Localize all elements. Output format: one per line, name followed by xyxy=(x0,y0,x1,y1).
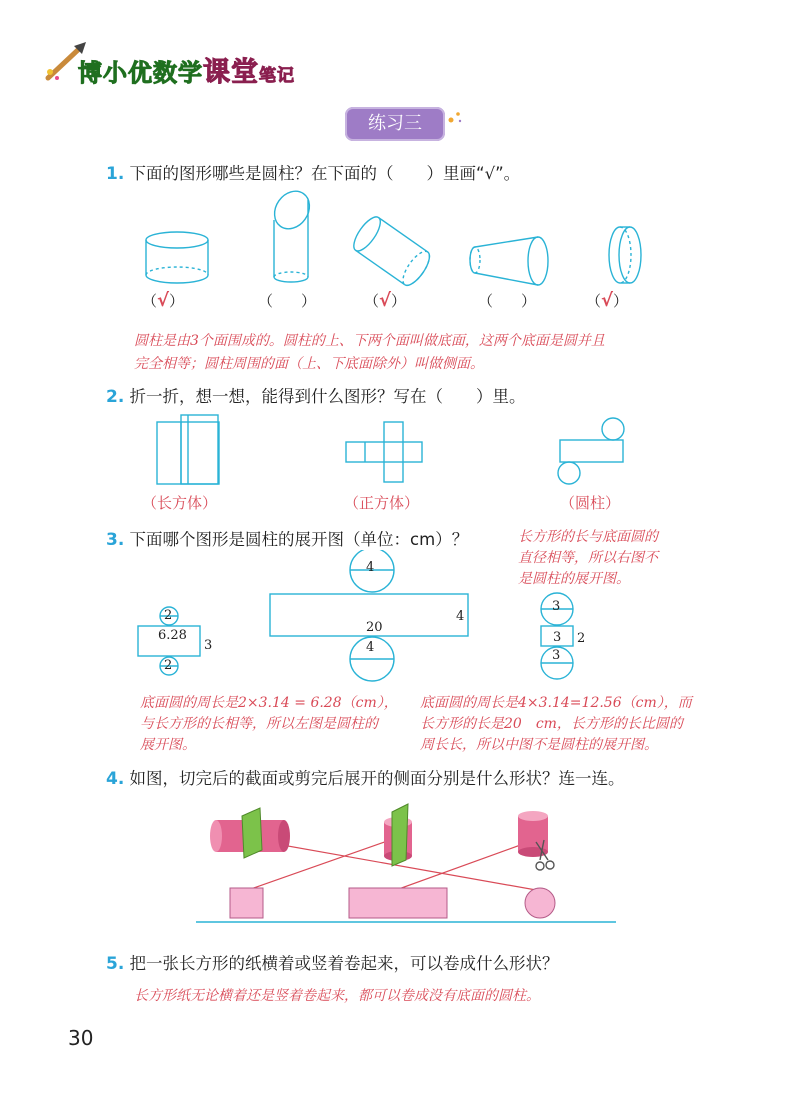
cylinder-vertical-cut xyxy=(384,804,412,866)
q5-answer: 长方形纸无论横着还是竖着卷起来，都可以卷成没有底面的圆柱。 xyxy=(134,988,540,1004)
q1-answer-2[interactable]: （ ） xyxy=(258,292,317,310)
q2-nets xyxy=(150,412,640,492)
brand-tang: 堂 xyxy=(231,57,259,88)
q3-right-bottom: 3 xyxy=(552,648,561,663)
brand-ke: 课 xyxy=(203,57,231,88)
cylinder-horizontal-cut xyxy=(210,808,290,858)
question-text: 下面哪个图形是圆柱的展开图（单位：cm）？ xyxy=(129,530,469,549)
brand-biji: 笔记 xyxy=(259,66,295,86)
q3-note-left: 底面圆的周长是2×3.14 = 6.28（cm）， 与长方形的长相等，所以左图是圆柱的 展开图。 xyxy=(140,695,398,753)
question-number: 5. xyxy=(106,954,125,974)
net-cube xyxy=(346,422,422,482)
shape-tilted-cylinder xyxy=(349,213,434,289)
check-mark: √ xyxy=(601,290,614,311)
question-5 xyxy=(106,950,559,974)
q3-right-top: 3 xyxy=(552,599,561,614)
shape-square xyxy=(230,888,263,918)
q3-mid-top: 4 xyxy=(366,560,375,575)
q3-left-side: 3 xyxy=(204,638,213,653)
page-number: 30 xyxy=(68,1026,94,1050)
section-title: 练习三 xyxy=(345,107,445,141)
check-mark: √ xyxy=(157,290,170,311)
q2-answer-1: （长方体） xyxy=(142,494,218,512)
q3-side-note: 长方形的长与底面圆的 直径相等，所以右图不 是圆柱的展开图。 xyxy=(518,529,658,587)
brand-name: 博小优数学 xyxy=(78,59,203,87)
question-text: 把一张长方形的纸横着或竖着卷起来，可以卷成什么形状？ xyxy=(129,954,559,973)
question-number: 3. xyxy=(106,530,125,550)
question-1 xyxy=(106,160,520,184)
check-mark: √ xyxy=(379,290,392,311)
question-number: 1. xyxy=(106,164,125,184)
q1-answer-4[interactable]: （ ） xyxy=(478,292,537,310)
brand-header xyxy=(42,42,312,88)
question-4 xyxy=(106,765,625,789)
shape-rectangle xyxy=(349,888,447,918)
question-text: 如图，切完后的截面或剪完后展开的侧面分别是什么形状？连一连。 xyxy=(129,769,625,788)
q3-left-bottom: 2 xyxy=(164,658,173,673)
question-2 xyxy=(106,383,526,407)
q1-note-line2: 完全相等；圆柱周围的面（上、下底面除外）叫做侧面。 xyxy=(134,356,484,372)
match-line-3 xyxy=(396,843,526,890)
shape-cylinder-1 xyxy=(146,232,208,283)
question-number: 2. xyxy=(106,387,125,407)
brand-title xyxy=(78,50,295,89)
q3-left-rect: 6.28 xyxy=(158,628,187,643)
q3-mid-side: 4 xyxy=(456,609,465,624)
q3-mid-bottom: 4 xyxy=(366,640,375,655)
shape-frustum xyxy=(470,237,548,285)
q1-note-line1: 圆柱是由3个面围成的。圆柱的上、下两个面叫做底面，这两个底面是圆并且 xyxy=(134,333,605,349)
shape-circle xyxy=(525,888,555,918)
q3-mid-length: 20 xyxy=(366,620,383,635)
sparkle-icon xyxy=(446,108,464,126)
q1-answer-5[interactable]: （√） xyxy=(586,290,629,311)
q4-matching xyxy=(196,798,616,930)
q1-answer-3[interactable]: （√） xyxy=(364,290,407,311)
question-text: 折一折，想一想，能得到什么图形？写在（ ）里。 xyxy=(129,387,526,406)
question-text: 下面的图形哪些是圆柱？在下面的（ ）里画“√”。 xyxy=(129,164,521,183)
q2-answer-3: （圆柱） xyxy=(560,494,621,512)
q1-answer-1[interactable]: （√） xyxy=(142,290,185,311)
q3-right-side: 2 xyxy=(577,631,586,646)
shape-slanted-cylinder xyxy=(267,185,316,282)
q3-note-right: 底面圆的周长是4×3.14=12.56（cm），而 长方形的长是20 cm，长方形的长比圆的 周长长，所以中图不是圆柱的展开图。 xyxy=(420,695,692,753)
q2-answer-2: （正方体） xyxy=(344,494,420,512)
net-cylinder xyxy=(558,418,624,484)
question-number: 4. xyxy=(106,769,125,789)
shape-cylinder-2 xyxy=(609,227,641,283)
q3-left-top: 2 xyxy=(164,608,173,623)
question-3 xyxy=(106,526,468,550)
net-cuboid xyxy=(157,415,219,484)
q1-shapes xyxy=(130,185,670,295)
q3-right-rect: 3 xyxy=(553,630,562,645)
cylinder-scissors-cut xyxy=(518,811,548,857)
